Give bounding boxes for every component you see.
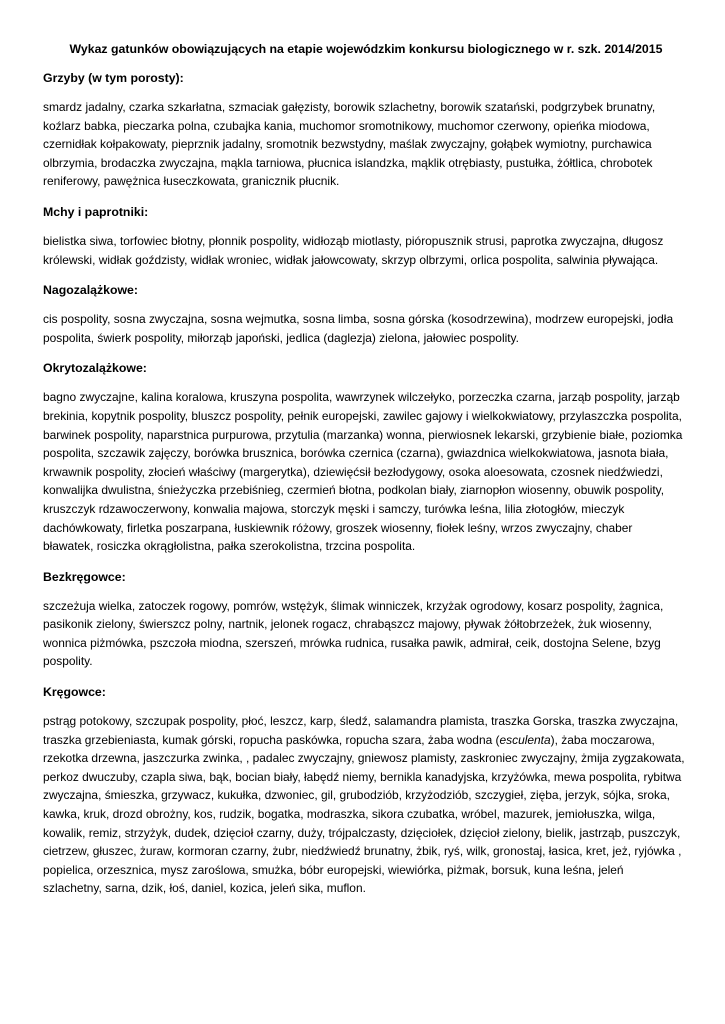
section-bezkregowce bbox=[43, 569, 685, 671]
document-title: Wykaz gatunków obowiązujących na etapie wojewódzkim konkursu biologicznego w r. szk. 2014/2015 bbox=[69, 42, 663, 56]
body-text-before-italic: pstrąg potokowy, szczupak pospolity, płoć, leszcz, karp, śledź, salamandra plamista, traszka Gorska, traszka zwyczajna, traszka grzebieniasta, kumak górski, ropucha paskówka, ropucha szara, żaba wodna ( bbox=[43, 714, 679, 747]
section-heading: Nagozalążkowe: bbox=[43, 283, 138, 298]
section-heading: Mchy i paprotniki: bbox=[43, 204, 149, 219]
section-heading: Bezkręgowce: bbox=[43, 569, 126, 584]
section-body: szczeżuja wielka, zatoczek rogowy, pomrów, wstężyk, ślimak winniczek, krzyżak ogrodowy, kosarz pospolity, żagnica, pasikonik zielony, świerszcz polny, nartnik, jelonek rogacz, chrabąszcz majowy, pływak żółtobrzeżek, żuk wiosenny, wonnica piżmówka, pszczoła miodna, szerszeń, mrówka rudnica, rusałka pawik, admirał, ceik, dostojna Selene, bzyg pospolity. bbox=[43, 598, 664, 669]
section-heading: Okrytozalążkowe: bbox=[43, 361, 147, 376]
section-okrytozalazkowe bbox=[43, 360, 685, 555]
section-grzyby bbox=[43, 70, 685, 191]
section-body: smardz jadalny, czarka szkarłatna, szmaciak gałęzisty, borowik szlachetny, borowik szatański, podgrzybek brunatny, koźlarz babka, pieczarka polna, czubajka kania, muchomor sromotnikowy, muchomor czerwony, opieńka miodowa, czernidłak kołpakowaty, pieprznik jadalny, sromotnik bezwstydny, maślak zwyczajny, gołąbek wymiotny, purchawica olbrzymia, brodaczka zwyczajna, mąkla tarniowa, płucnica islandzka, mąklik otrębiasty, pustułka, żółtlica, chrobotek reniferowy, pawężnica łuseczkowata, granicznik płucnik. bbox=[43, 100, 656, 189]
latin-species-name: esculenta bbox=[499, 732, 551, 747]
section-heading: Kręgowce: bbox=[43, 685, 106, 700]
section-mchy-i-paprotniki bbox=[43, 204, 685, 269]
section-kregowce bbox=[43, 684, 685, 898]
section-body bbox=[43, 712, 685, 898]
section-body: bagno zwyczajne, kalina koralowa, kruszyna pospolita, wawrzynek wilczełyko, porzeczka czarna, jarząb pospolity, jarząb brekinia, kopytnik pospolity, bluszcz pospolity, pełnik europejski, zawilec gajowy i wielkokwiatowy, przylaszczka pospolita, barwinek pospolity, naparstnica purpurowa, przytulia (marzanka) wonna, pierwiosnek lekarski, grzybienie białe, poziomka pospolita, szczawik zajęczy, borówka brusznica, borówka czernica (czarna), gwiazdnica wielkokwiatowa, jasnota biała, krwawnik pospolity, złocień właściwy (margerytka), dziewięćsił bezłodygowy, osoka aloesowata, czosnek niedźwiedzi, konwalijka dwulistna, śnieżyczka przebiśnieg, czermień błotna, podkolan biały, ziarnopłon wiosenny, obuwik pospolity, kruszczyk rdzawoczerwony, konwalia majowa, storczyk męski i samczy, turówka leśna, lilia złotogłów, mieczyk dachówkowaty, firletka poszarpana, łuskiewnik różowy, groszek wiosenny, fiołek leśny, wrzos zwyczajny, chaber bławatek, rosiczka okrągłolistna, pałka szerokolistna, trzcina pospolita. bbox=[43, 390, 683, 554]
section-nagozalazkowe bbox=[43, 282, 685, 347]
section-heading: Grzyby (w tym porosty): bbox=[43, 71, 184, 85]
section-body: cis pospolity, sosna zwyczajna, sosna wejmutka, sosna limba, sosna górska (kosodrzewina), modrzew europejski, jodła pospolita, świerk pospolity, miłorząb japoński, jedlica (daglezja) zielona, jałowiec pospolity. bbox=[43, 312, 674, 345]
section-body: bielistka siwa, torfowiec błotny, płonnik pospolity, widłoząb miotlasty, pióropusznik strusi, paprotka zwyczajna, długosz królewski, widłak goździsty, widłak wroniec, widłak jałowcowaty, skrzyp olbrzymi, orlica pospolita, salwinia pływająca. bbox=[43, 233, 664, 267]
body-text-after-italic: ), żaba moczarowa, rzekotka drzewna, jaszczurka zwinka, , padalec zwyczajny, gniewosz plamisty, zaskroniec zwyczajny, żmija zygzakowata, perkoz dwuczuby, czapla siwa, bąk, bocian biały, łabędź niemy, bernikla kanadyjska, krzyżówka, mewa pospolita, rybitwa zwyczajna, śmieszka, grzywacz, kukułka, dzwoniec, gil, grubodziób, krzyżodziób, szczygieł, zięba, jerzyk, sójka, sroka, kawka, kruk, drozd obrożny, kos, rudzik, bogatka, modraszka, sikora czubatka, wróbel, mazurek, jemiołuszka, wilga, kowalik, remiz, strzyżyk, dudek, dzięcioł czarny, duży, trójpalczasty, dzięciołek, dzięcioł zielony, bielik, jastrząb, puszczyk, cietrzew, głuszec, żuraw, kormoran czarny, żubr, niedźwiedź brunatny, żbik, ryś, wilk, gronostaj, łasica, kret, jeż, ryjówka , popielica, orzesznica, mysz zaroślowa, smużka, bóbr europejski, wiewiórka, piżmak, borsuk, kuna leśna, jeleń szlachetny, sarna, dzik, łoś, daniel, kozica, jeleń sika, muflon. bbox=[43, 732, 685, 896]
